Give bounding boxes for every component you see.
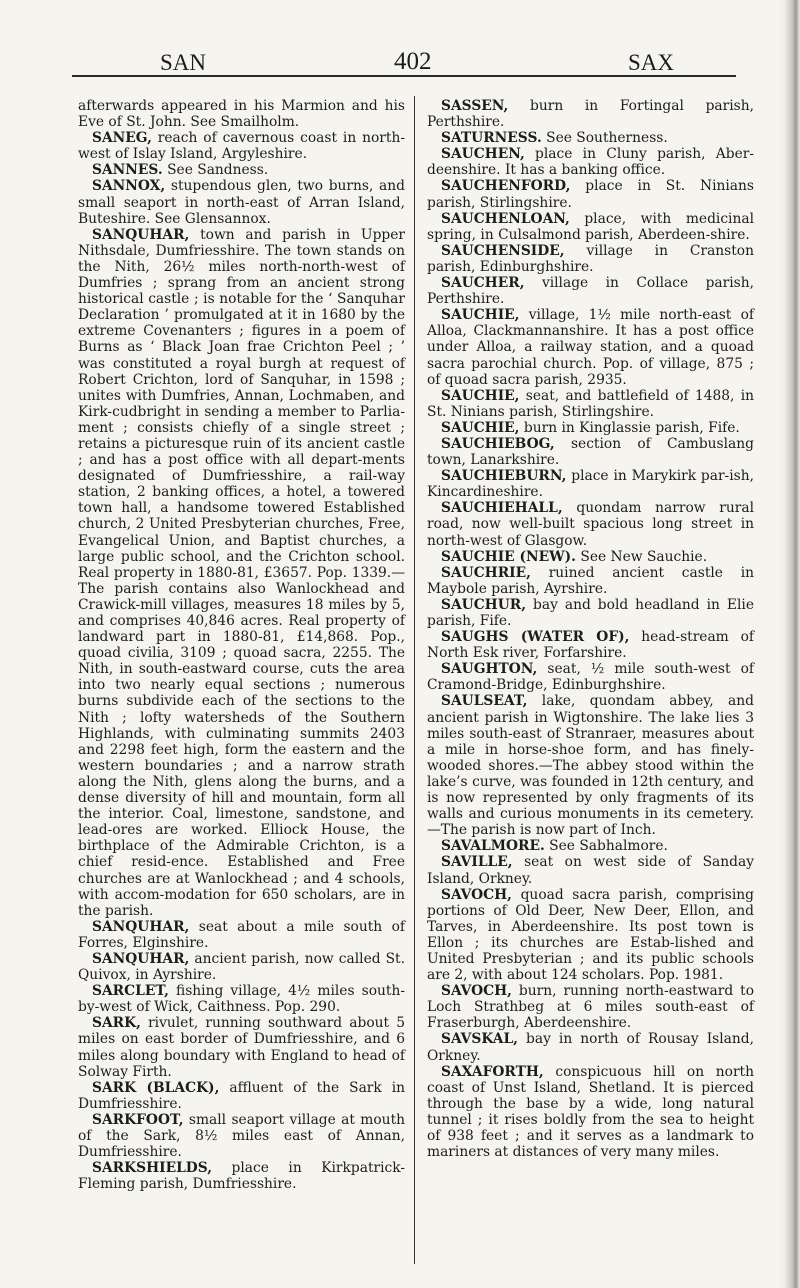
left-column-entry bbox=[78, 162, 405, 178]
book-spine-edge bbox=[786, 0, 800, 1288]
entry-text: burn in Kinglassie parish, Fife. bbox=[519, 419, 740, 436]
entry-headword: SARKSHIELDS, bbox=[92, 1160, 213, 1177]
right-column-entry bbox=[427, 854, 754, 886]
right-column bbox=[427, 98, 754, 1160]
right-column-entry bbox=[427, 838, 754, 854]
entry-text: seat on west side of Sanday Island, Orkney. bbox=[427, 854, 754, 887]
entry-headword: SAUCHIE, bbox=[441, 307, 520, 324]
left-column-entry bbox=[78, 1112, 405, 1160]
entry-headword: SAUCHENFORD, bbox=[441, 178, 571, 195]
right-column-entry bbox=[427, 436, 754, 468]
right-column-entry bbox=[427, 211, 754, 243]
entry-text: conspicuous hill on north coast of Unst Island, Shetland. It is pierced through the base by a wide, long natural tunnel ; it rises boldly from the sea to height of 938 feet ; and it serves as a landmark to mariners at distances of very many miles. bbox=[427, 1063, 754, 1161]
entry-text: place in Kirkpatrick-Fleming parish, Dumfriesshire. bbox=[78, 1160, 405, 1193]
entry-headword: SAVSKAL, bbox=[441, 1031, 518, 1048]
entry-headword: SARK (BLACK), bbox=[92, 1079, 220, 1096]
entry-text: bay and bold headland in Elie parish, Fife. bbox=[427, 596, 754, 629]
right-column-entry bbox=[427, 275, 754, 307]
entry-text: affluent of the Sark in Dumfriesshire. bbox=[78, 1079, 405, 1112]
entry-headword: SAUCHER, bbox=[441, 275, 525, 292]
entry-headword: SATURNESS. bbox=[441, 130, 542, 147]
right-column-entry bbox=[427, 1031, 754, 1063]
entry-headword: SAUCHENSIDE, bbox=[441, 242, 565, 259]
entry-text: reach of cavernous coast in north-west of Islay Island, Argyleshire. bbox=[78, 130, 405, 163]
entry-text: place in St. Ninians parish, Stirlingshire. bbox=[427, 178, 754, 211]
entry-text: head-stream of North Esk river, Forfarshire. bbox=[427, 629, 754, 662]
entry-text: lake, quondam abbey, and ancient parish in Wigtonshire. The lake lies 3 miles south-east of Stranraer, measures about a mile in horse-shoe form, and has finely-wooded shores.—The abbey stood within the lake’s curve, was founded in 12th century, and is now represented by only fragments of its walls and curious monuments in its cemetery.—The parish is now part of Inch. bbox=[427, 693, 754, 839]
left-column-entry bbox=[78, 130, 405, 162]
entry-text: seat, ½ mile south-west of Cramond-Bridge, Edinburghshire. bbox=[427, 661, 754, 694]
right-column-entry bbox=[427, 98, 754, 130]
entry-headword: SAUCHENLOAN, bbox=[441, 210, 570, 227]
header-rule bbox=[72, 75, 736, 77]
page-edge-shadow bbox=[778, 0, 786, 1288]
entry-text: place, with medicinal spring, in Culsalmond parish, Aberdeen-shire. bbox=[427, 210, 754, 243]
right-column-entry bbox=[427, 420, 754, 436]
entry-text: village in Cranston parish, Edinburghshire. bbox=[427, 242, 754, 275]
entry-text: See New Sauchie. bbox=[575, 548, 708, 565]
column-divider bbox=[414, 96, 415, 1264]
entry-headword: SARKFOOT, bbox=[92, 1111, 184, 1128]
entry-headword: SAUCHIE (NEW). bbox=[441, 548, 576, 565]
entry-text: village, 1½ mile north-east of Alloa, Clackmannanshire. It has a post office under Alloa, a railway station, and a quoad sacra parochial church. Pop. of village, 875 ; of quoad sacra parish, 2935. bbox=[427, 307, 754, 388]
entry-text: ruined ancient castle in Maybole parish, Ayrshire. bbox=[427, 564, 754, 597]
entry-text: afterwards appeared in his Marmion and his Eve of St. John. See Smailholm. bbox=[78, 98, 405, 131]
entry-text: burn, running north-eastward to Loch Strathbeg at 6 miles south-east of Fraserburgh, Aberdeenshire. bbox=[427, 983, 754, 1032]
right-column-entry bbox=[427, 178, 754, 210]
entry-text: seat, and battlefield of 1488, in St. Ninians parish, Stirlingshire. bbox=[427, 387, 754, 420]
entry-headword: SAVOCH, bbox=[441, 983, 512, 1000]
entry-text: See Sandness. bbox=[162, 162, 269, 179]
entry-headword: SAUCHIEBURN, bbox=[441, 468, 567, 485]
entry-text: small seaport village at mouth of the Sark, 8½ miles east of Annan, Dumfriesshire. bbox=[78, 1111, 405, 1161]
entry-text: town and parish in Upper Nithsdale, Dumfriesshire. The town stands on the Nith, 26½ miles north-north-west of Dumfries ; sprang from an ancient strong historical castle ; is notable for the ‘ Sanquhar Declaration ’ promulgated at it in 1680 by the extreme Covenanters ; figures in a poem of Burns as ‘ Black Joan frae Crichton Peel ; ’ was constituted a royal burgh at request of Robert Crichton, lord of Sanquhar, in 1598 ; unites with Dumfries, Annan, Lochmaben, and Kirk-cudbright in sending a member to Parlia-ment ; consists chiefly of a single street ; retains a picturesque ruin of its ancient castle ; and has a post office with all depart-ments designated of Dumfriesshire, a rail-way station, 2 banking offices, a hotel, a towered town hall, a handsome towered Established church, 2 United Presbyterian churches, Free, Evangelical Union, and Baptist churches, a large public school, and the Crichton school. Real property in 1880-81, £3657. Pop. 1339.—The parish contains also Wanlockhead and Crawick-mill villages, measures 18 miles by 5, and comprises 40,846 acres. Real property of landward part in 1880-81, £14,868. Pop., quoad civilia, 3109 ; quoad sacra, 2255. The Nith, in south-eastward course, cuts the area into two nearly equal sections ; numerous burns subdivide each of the sections to the Nith ; lofty watersheds of the Southern Highlands, with culminating summits 2403 and 2298 feet high, form the eastern and the western boundaries ; and a narrow strath along the Nith, glens along the burns, and a dense diversity of hill and mountain, form all the interior. Coal, limestone, sandstone, and lead-ores are worked. Elliock House, the birthplace of the Admirable Crichton, is a chief resid-ence. Established and Free churches are at Wanlockhead ; and 4 schools, with accom-modation for 650 scholars, are in the parish. bbox=[78, 226, 405, 919]
right-column-entry bbox=[427, 629, 754, 661]
right-column-entry bbox=[427, 130, 754, 146]
left-column bbox=[78, 98, 405, 1192]
entry-headword: SAVALMORE. bbox=[441, 838, 545, 855]
left-column-entry bbox=[78, 1080, 405, 1112]
entry-text: quondam narrow rural road, now well-built spacious long street in north-west of Glasgow. bbox=[427, 500, 754, 549]
entry-text: ancient parish, now called St. Quivox, in Ayrshire. bbox=[78, 950, 405, 984]
right-column-entry bbox=[427, 307, 754, 387]
entry-text: seat about a mile south of Forres, Elginshire. bbox=[78, 918, 405, 951]
entry-headword: SANQUHAR, bbox=[92, 950, 190, 967]
entry-text: bay in north of Rousay Island, Orkney. bbox=[427, 1031, 754, 1064]
entry-text: See Southerness. bbox=[541, 130, 668, 147]
page-number: 402 bbox=[394, 48, 432, 75]
entry-headword: SAUCHIE, bbox=[441, 419, 520, 436]
entry-headword: SAVOCH, bbox=[441, 886, 512, 903]
entry-headword: SAUCHEN, bbox=[441, 146, 525, 163]
entry-text: rivulet, running southward about 5 miles on east border of Dumfriesshire, and 6 miles along boundary with England to head of Solway Firth. bbox=[78, 1015, 405, 1080]
entry-headword: SAUCHUR, bbox=[441, 596, 527, 613]
left-column-entry bbox=[78, 983, 405, 1015]
entry-headword: SARK, bbox=[92, 1015, 141, 1032]
entry-text: quoad sacra parish, comprising portions of Old Deer, New Deer, Ellon, and Tarves, in Aberdeenshire. Its post town is Ellon ; its churches are Estab-lished and United Presbyterian ; and its public schools are 2, with about 124 scholars. Pop. 1981. bbox=[427, 886, 754, 984]
entry-headword: SAXAFORTH, bbox=[441, 1063, 544, 1080]
entry-headword: SAUGHS (WATER OF), bbox=[441, 629, 630, 646]
right-column-entry bbox=[427, 661, 754, 693]
left-column-entry bbox=[78, 178, 405, 226]
right-column-entry bbox=[427, 887, 754, 984]
left-column-entry bbox=[78, 919, 405, 951]
entry-text: place in Cluny parish, Aber-deenshire. It has a banking office. bbox=[427, 146, 754, 179]
right-column-entry bbox=[427, 243, 754, 275]
entry-text: burn in Fortingal parish, Perthshire. bbox=[427, 98, 754, 131]
entry-text: fishing village, 4½ miles south-by-west of Wick, Caithness. Pop. 290. bbox=[78, 983, 405, 1016]
left-column-entry bbox=[78, 1015, 405, 1079]
entry-headword: SANEG, bbox=[92, 130, 152, 147]
header-right-guideword: SAX bbox=[628, 50, 675, 75]
entry-headword: SAUGHTON, bbox=[441, 661, 538, 678]
running-header bbox=[0, 38, 760, 78]
entry-headword: SANQUHAR, bbox=[92, 918, 190, 935]
left-column-entry bbox=[78, 951, 405, 983]
entry-headword: SARCLET, bbox=[92, 983, 169, 1000]
entry-headword: SAUCHRIE, bbox=[441, 564, 531, 581]
entry-headword: SANQUHAR, bbox=[92, 226, 190, 243]
right-column-entry bbox=[427, 1064, 754, 1161]
entry-headword: SASSEN, bbox=[441, 98, 509, 114]
entry-headword: SAULSEAT, bbox=[441, 693, 528, 710]
right-column-entry bbox=[427, 565, 754, 597]
entry-headword: SAVILLE, bbox=[441, 854, 513, 871]
right-column-entry bbox=[427, 146, 754, 178]
entry-headword: SAUCHIEBOG, bbox=[441, 435, 555, 452]
entry-text: village in Collace parish, Perthshire. bbox=[427, 275, 754, 308]
entry-headword: SANNES. bbox=[92, 162, 163, 179]
right-column-entry bbox=[427, 468, 754, 500]
left-column-entry bbox=[78, 227, 405, 919]
right-column-entry bbox=[427, 388, 754, 420]
entry-text: See Sabhalmore. bbox=[544, 838, 668, 855]
right-column-entry bbox=[427, 983, 754, 1031]
header-left-guideword: SAN bbox=[160, 50, 207, 75]
left-column-entry bbox=[78, 1160, 405, 1192]
entry-text: stupendous glen, two burns, and small seaport in north-east of Arran Island, Buteshire. See Glensannox. bbox=[78, 178, 405, 227]
entry-headword: SANNOX, bbox=[92, 178, 166, 195]
left-column-entry bbox=[78, 98, 405, 130]
right-column-entry bbox=[427, 693, 754, 838]
right-column-entry bbox=[427, 597, 754, 629]
entry-headword: SAUCHIEHALL, bbox=[441, 500, 563, 517]
right-column-entry bbox=[427, 500, 754, 548]
right-column-entry bbox=[427, 549, 754, 565]
entry-text: section of Cambuslang town, Lanarkshire. bbox=[427, 435, 754, 469]
entry-text: place in Marykirk par-ish, Kincardineshire. bbox=[427, 468, 754, 501]
entry-headword: SAUCHIE, bbox=[441, 387, 520, 404]
